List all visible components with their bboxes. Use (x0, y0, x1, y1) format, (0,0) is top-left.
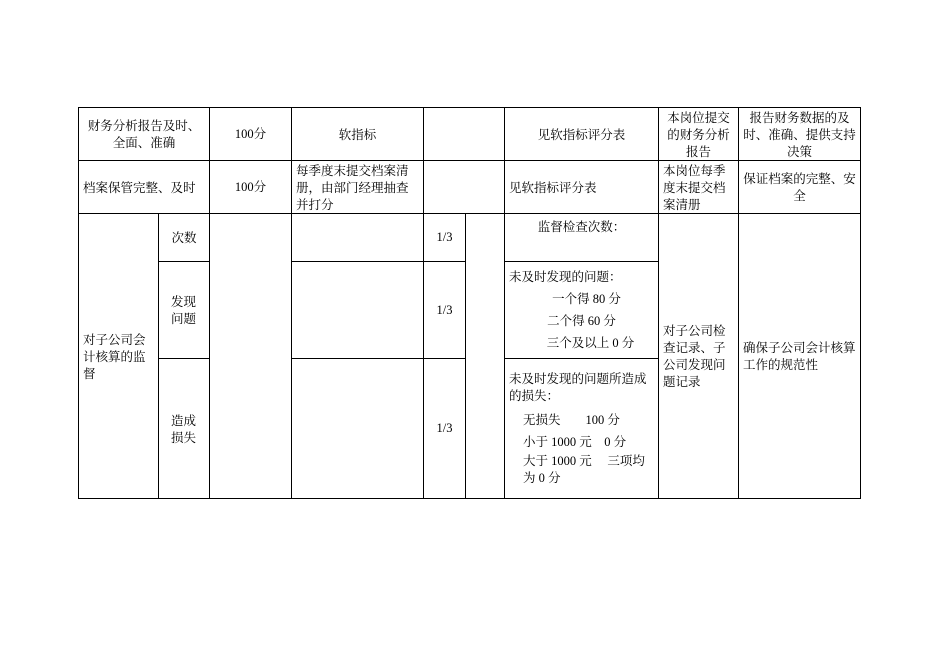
empty-cell (424, 161, 505, 214)
method-line: 未及时发现的问题： (509, 269, 622, 284)
method-line: 大于 1000 元 三项均为 0 分 (523, 453, 645, 485)
subitem-name: 次数 (159, 214, 210, 262)
method-cell: 见软指标评分表 (505, 108, 659, 161)
kpi-table (78, 107, 861, 499)
method-line: 未及时发现的问题所造成的损失： (509, 371, 647, 403)
method-cell (505, 262, 659, 359)
method-line: 小于 1000 元 0 分 (523, 434, 627, 449)
method-line: 三个及以上 0 分 (546, 336, 635, 350)
empty-cell (424, 108, 505, 161)
table-row (79, 214, 861, 262)
indicator-cell: 每季度末提交档案清册，由部门经理抽查并打分 (292, 161, 424, 214)
purpose-cell: 保证档案的完整、安全 (739, 161, 861, 214)
empty-cell (292, 262, 424, 359)
method-cell: 见软指标评分表 (505, 161, 659, 214)
item-cell: 财务分析报告及时、全面、准确 (79, 108, 210, 161)
weight-cell: 1/3 (424, 214, 466, 262)
table-row (79, 108, 861, 161)
table-row (79, 161, 861, 214)
subitem-name: 造成损失 (159, 359, 210, 499)
weight-cell: 1/3 (424, 359, 466, 499)
group-source-cell: 对子公司检查记录、子公司发现问题记录 (659, 214, 739, 499)
empty-cell (292, 359, 424, 499)
method-line: 监督检查次数： (537, 219, 626, 234)
method-line: 无损失 100 分 (523, 412, 620, 427)
weight-cell: 1/3 (424, 262, 466, 359)
score-cell: 100分 (210, 108, 292, 161)
empty-cell (466, 214, 505, 499)
method-line: 二个得 60 分 (547, 314, 616, 328)
subitem-name: 发现问题 (159, 262, 210, 359)
method-line: 一个得 80 分 (552, 292, 621, 306)
indicator-cell: 软指标 (292, 108, 424, 161)
group-purpose-cell: 确保子公司会计核算工作的规范性 (739, 214, 861, 499)
group-item-cell: 对子公司会计核算的监督 (79, 214, 159, 499)
empty-cell (292, 214, 424, 262)
item-cell: 档案保管完整、及时 (79, 161, 210, 214)
method-cell (505, 214, 659, 262)
empty-cell (210, 214, 292, 499)
source-cell: 本岗位提交的财务分析报告 (659, 108, 739, 161)
score-cell: 100分 (210, 161, 292, 214)
source-cell: 本岗位每季度末提交档案清册 (659, 161, 739, 214)
purpose-cell: 报告财务数据的及时、准确、提供支持决策 (739, 108, 861, 161)
method-cell (505, 359, 659, 499)
